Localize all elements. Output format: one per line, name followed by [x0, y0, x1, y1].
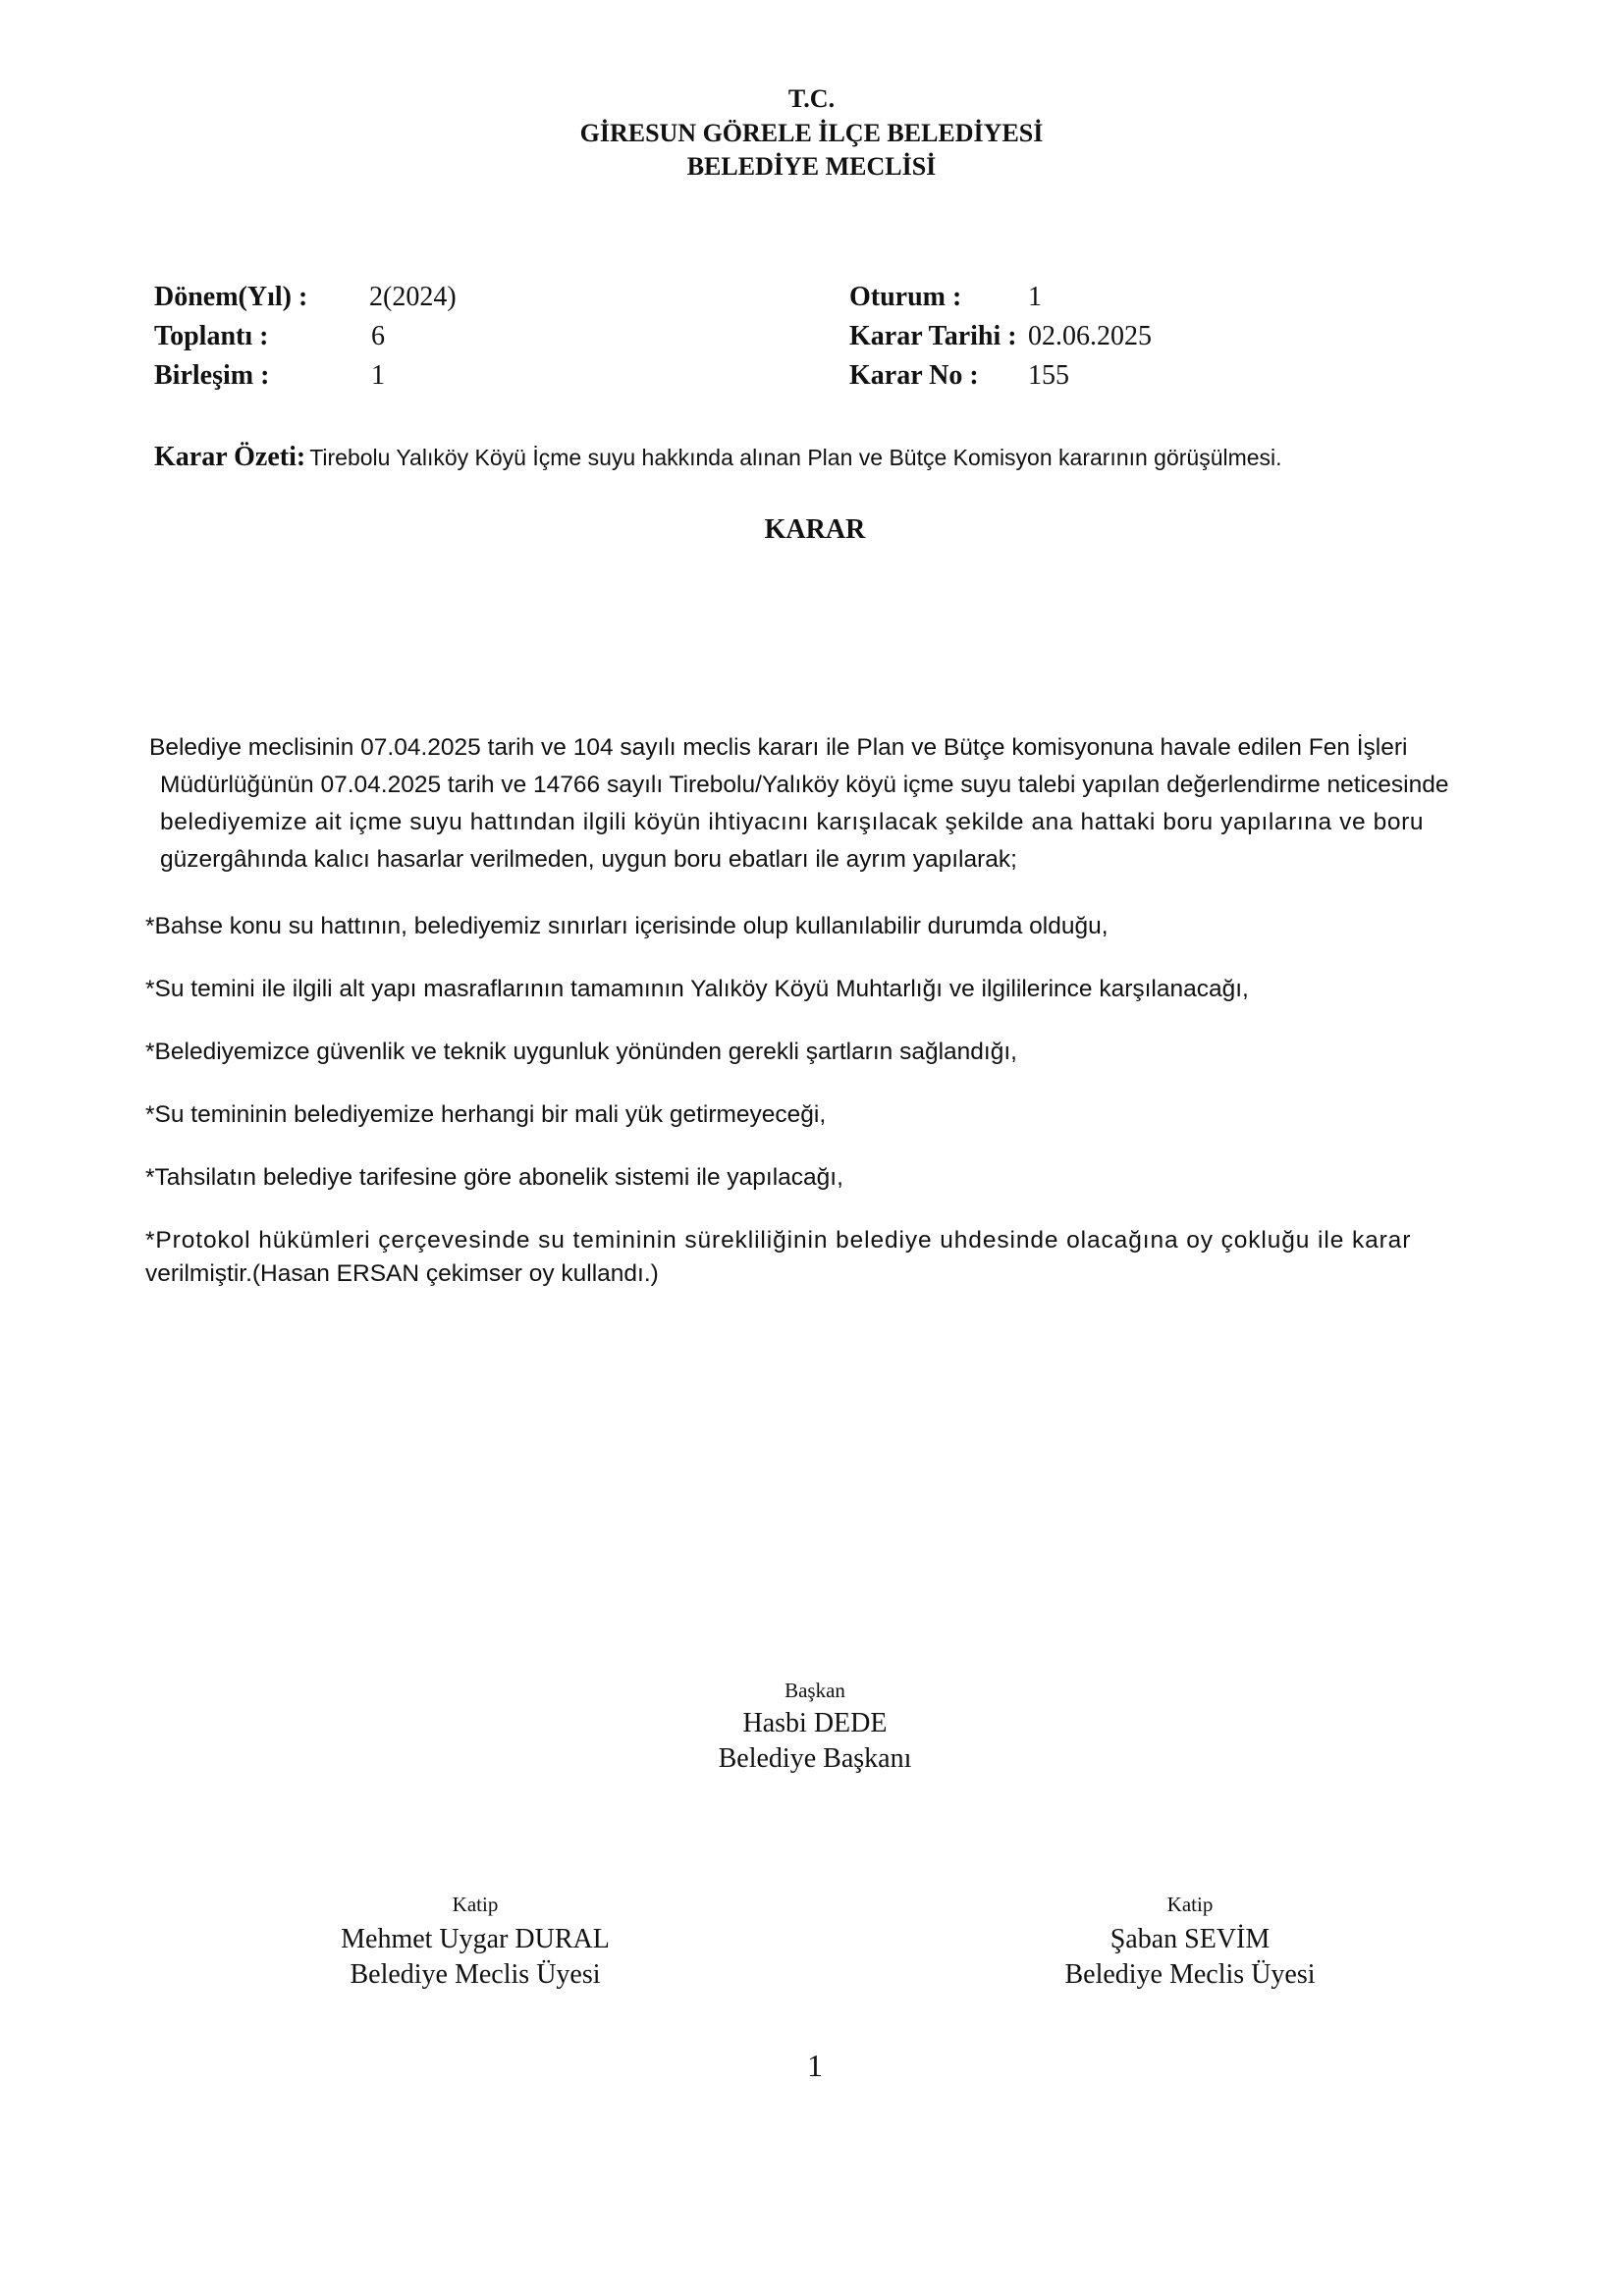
- summary-label: Karar Özeti:: [154, 442, 306, 472]
- header-council: BELEDİYE MECLİSİ: [686, 152, 937, 181]
- karar-tarihi-value: 02.06.2025: [1028, 321, 1152, 351]
- list-item: *Belediyemizce güvenlik ve teknik uygunluk yönünden gerekli şartların sağlandığı,: [145, 1039, 1017, 1065]
- summary-text: Tirebolu Yalıköy Köyü İçme suyu hakkında alınan Plan ve Bütçe Komisyon kararının görüşülmesi.: [309, 445, 1282, 470]
- decision-title: KARAR: [764, 514, 866, 545]
- donem-value: 2(2024): [369, 282, 457, 312]
- clerk2-title: Belediye Meclis Üyesi: [1064, 1959, 1316, 1990]
- list-item: *Bahse konu su hattının, belediyemiz sınırları içerisinde olup kullanılabilir durumda olduğu,: [145, 913, 1109, 939]
- birlesim-value: 1: [371, 360, 385, 391]
- oturum-label: Oturum :: [849, 282, 962, 312]
- birlesim-label: Birleşim :: [154, 360, 270, 391]
- clerk2-role: Katip: [1166, 1893, 1214, 1916]
- page-number: 1: [807, 2048, 823, 2083]
- clerk1-title: Belediye Meclis Üyesi: [350, 1959, 601, 1990]
- paragraph-line-4: güzergâhında kalıcı hasarlar verilmeden, uygun boru ebatları ile ayrım yapılarak;: [160, 846, 1017, 873]
- president-title: Belediye Başkanı: [718, 1743, 912, 1774]
- paragraph-line-2: Müdürlüğünün 07.04.2025 tarih ve 14766 sayılı Tirebolu/Yalıköy köyü içme suyu talebi yapılan değerlendirme neticesinde: [160, 772, 1449, 798]
- list-item: *Su temini ile ilgili alt yapı masraflarının tamamının Yalıköy Köyü Muhtarlığı ve ilgililerince karşılanacağı,: [145, 976, 1249, 1002]
- clerk1-name: Mehmet Uygar DURAL: [341, 1924, 610, 1954]
- oturum-value: 1: [1028, 282, 1042, 312]
- toplanti-value: 6: [371, 321, 385, 351]
- karar-no-value: 155: [1028, 360, 1069, 391]
- decision-summary: [154, 442, 1282, 473]
- clerk1-role: Katip: [452, 1893, 499, 1916]
- paragraph-line-1: Belediye meclisinin 07.04.2025 tarih ve 104 sayılı meclis kararı ile Plan ve Bütçe komisyonuna havale edilen Fen İşleri: [149, 734, 1408, 761]
- paragraph-line-3: belediyemize ait içme suyu hattından ilgili köyün ihtiyacını karışılacak şekilde ana hattaki boru yapılarına ve boru: [160, 809, 1425, 835]
- list-item: *Protokol hükümleri çerçevesinde su temininin sürekliliğinin belediye uhdesinde olacağına oy çokluğu ile karar: [145, 1227, 1412, 1254]
- karar-no-label: Karar No :: [849, 360, 979, 391]
- donem-label: Dönem(Yıl) :: [154, 282, 308, 312]
- list-item: *Tahsilatın belediye tarifesine göre abonelik sistemi ile yapılacağı,: [145, 1164, 843, 1191]
- list-item-continuation: verilmiştir.(Hasan ERSAN çekimser oy kullandı.): [145, 1260, 659, 1287]
- president-role: Başkan: [784, 1679, 845, 1702]
- president-name: Hasbi DEDE: [742, 1708, 888, 1738]
- list-item: *Su temininin belediyemize herhangi bir mali yük getirmeyeceği,: [145, 1101, 827, 1128]
- header-municipality: GİRESUN GÖRELE İLÇE BELEDİYESİ: [579, 119, 1044, 147]
- header-tc: T.C.: [787, 84, 836, 113]
- karar-tarihi-label: Karar Tarihi :: [849, 321, 1017, 351]
- toplanti-label: Toplantı :: [154, 321, 269, 351]
- clerk2-name: Şaban SEVİM: [1109, 1924, 1271, 1954]
